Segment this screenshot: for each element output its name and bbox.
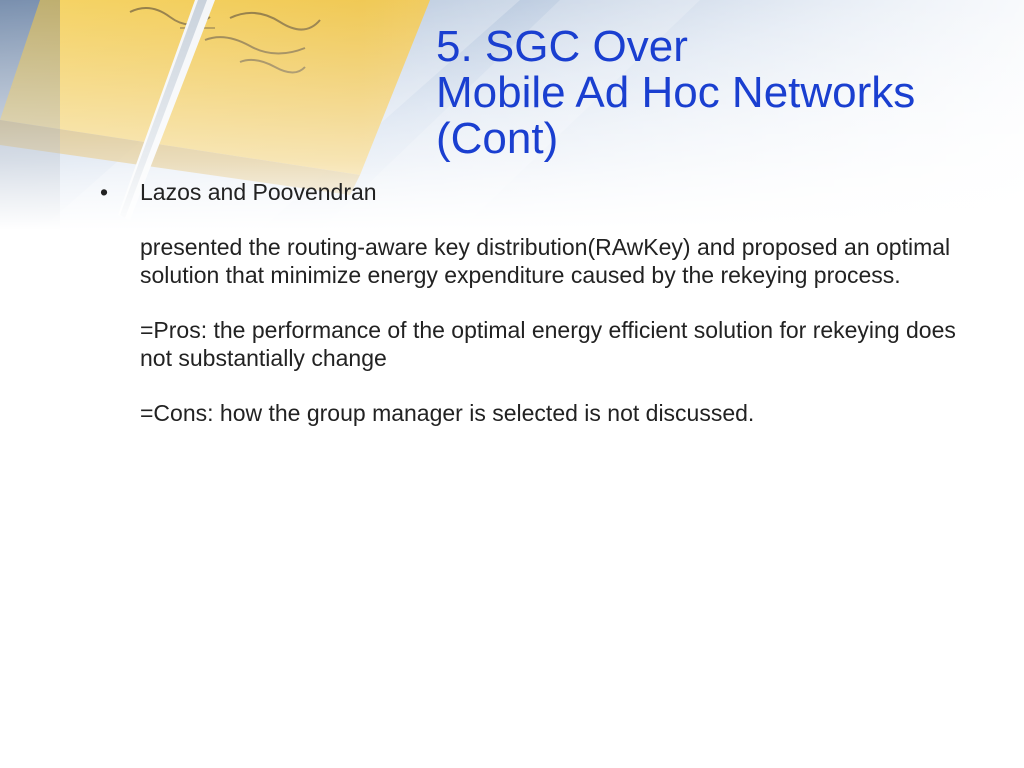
slide-body (100, 178, 960, 454)
bullet-heading: Lazos and Poovendran (140, 179, 377, 205)
paragraph-cons: =Cons: how the group manager is selected is not discussed. (140, 400, 755, 426)
paragraph-pros: =Pros: the performance of the optimal energy efficient solution for rekeying does not substantially change (140, 317, 956, 371)
bullet-item (100, 178, 960, 454)
slide-title (436, 24, 1016, 162)
slide-title-line-3: (Cont) (436, 114, 559, 163)
bullet-content (140, 178, 960, 454)
paragraph-description: presented the routing-aware key distribution(RAwKey) and proposed an optimal solution that minimize energy expenditure caused by the rekeying process. (140, 234, 951, 288)
slide-title-line-2: Mobile Ad Hoc Networks (436, 68, 916, 117)
bullet-marker: • (100, 179, 109, 205)
slide-title-line-1: 5. SGC Over (436, 22, 688, 71)
